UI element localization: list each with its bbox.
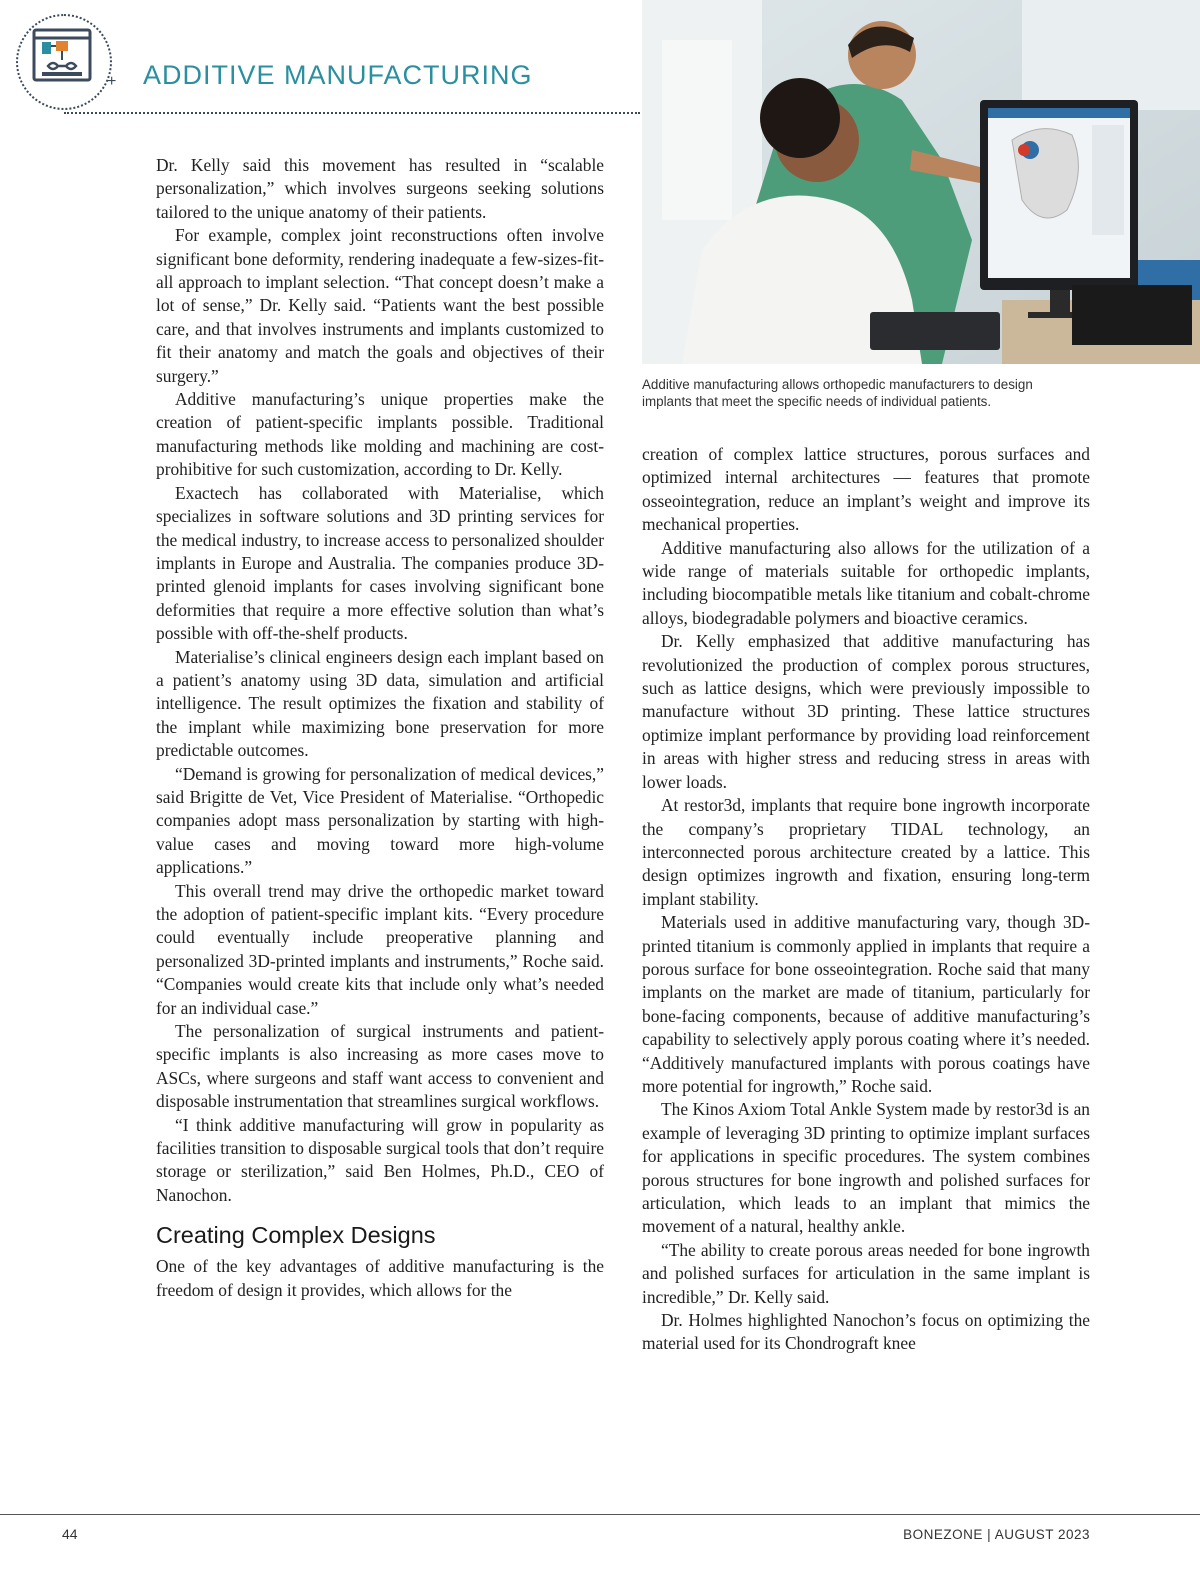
paragraph: The personalization of surgical instruments and patient-specific implants is also increasing as more cases move to ASCs, where surgeons and staff want access to convenient and disposable instrumentation that streamlines surgical workflows. — [156, 1021, 604, 1112]
paragraph: Dr. Kelly emphasized that additive manufacturing has revolutionized the production of complex porous structures, such as lattice designs, which were previously impossible to manufacture without 3D printing. These lattice structures optimize implant performance by providing load reinforcement in areas with higher stress and reducing stress in areas with lower loads. — [642, 631, 1090, 792]
plus-mark: + — [107, 73, 117, 90]
paragraph: “I think additive manufacturing will grow in popularity as facilities transition to disposable surgical tools that don’t require storage or sterilization,” said Ben Holmes, Ph.D., CEO of Nanochon. — [156, 1114, 604, 1205]
paragraph: Dr. Kelly said this movement has resulted in “scalable personalization,” which involves surgeons seeking solutions tailored to the unique anatomy of their patients. — [156, 155, 604, 222]
photo-caption: Additive manufacturing allows orthopedic manufacturers to design implants that meet the specific needs of individual patients. — [642, 377, 1033, 409]
paragraph: For example, complex joint reconstructions often involve significant bone deformity, rendering inadequate a few-sizes-fit-all approach to implant selection. “That concept doesn’t make a lot of sense,” Dr. Kelly said. “Patients want the best possible care, and that involves instruments and implants customized to fit their anatomy and match the goals and objectives of their surgery.” — [156, 225, 604, 386]
article-column-right — [642, 443, 1090, 1356]
paragraph: One of the key advantages of additive manufacturing is the freedom of design it provides, which allows for the — [156, 1256, 604, 1300]
paragraph: Additive manufacturing also allows for the utilization of a wide range of materials suitable for orthopedic implants, including biocompatible metals like titanium and cobalt-chrome alloys, biodegradable polymers and bioactive ceramics. — [642, 537, 1090, 628]
publication-info: BONEZONE | AUGUST 2023 — [903, 1527, 1090, 1542]
article-photo — [642, 0, 1200, 364]
paragraph: Materials used in additive manufacturing vary, though 3D-printed titanium is commonly applied in implants that require a porous surface for bone osseointegration. Roche said that many implants on the market are made of titanium, particularly for bone-facing components, because of additive manufacturing’s capability to selectively apply porous coating where it’s needed. “Additively manufactured implants with porous coatings have more potential for ingrowth,” Roche said. — [642, 912, 1090, 1096]
section-title: ADDITIVE MANUFACTURING — [143, 60, 533, 90]
paragraph: The Kinos Axiom Total Ankle System made by restor3d is an example of leveraging 3D printing to optimize implant surfaces for applications in specific procedures. The system combines porous structures for bone ingrowth and polished surfaces for articulation, which leads to an implant that mimics the movement of a natural, healthy ankle. — [642, 1099, 1090, 1237]
paragraph: Materialise’s clinical engineers design each implant based on a patient’s anatomy using 3D data, simulation and artificial intelligence. The result optimizes the fixation and stability of the implant while maximizing bone preservation for more predictable outcomes. — [156, 646, 604, 761]
page-number: 44 — [62, 1526, 78, 1542]
section-icon-badge — [16, 14, 112, 110]
subheading: Creating Complex Designs — [156, 1222, 436, 1249]
paragraph: creation of complex lattice structures, porous surfaces and optimized internal architectures — features that promote osseointegration, reduce an implant’s weight and improve its mechanical properties. — [642, 444, 1090, 535]
paragraph: At restor3d, implants that require bone ingrowth incorporate the company’s proprietary TIDAL technology, an interconnected porous architecture created by a lattice. This design optimizes ingrowth and fixation, ensuring long-term implant stability. — [642, 795, 1090, 909]
paragraph: “The ability to create porous areas needed for bone ingrowth and polished surfaces for articulation in the same implant is incredible,” Dr. Kelly said. — [642, 1239, 1090, 1307]
3d-printer-icon — [32, 26, 96, 90]
paragraph: This overall trend may drive the orthopedic market toward the adoption of patient-specific implant kits. “Every procedure could eventually include preoperative planning and personalized 3D-printed implants and instruments,” Roche said. “Companies would create kits that include only what’s needed for an individual case.” — [156, 880, 604, 1018]
paragraph: Additive manufacturing’s unique properties make the creation of patient-specific implants possible. Traditional manufacturing methods like molding and machining are cost-prohibitive for such customization, according to Dr. Kelly. — [156, 389, 604, 480]
header-divider — [64, 112, 640, 114]
article-column-left — [156, 154, 604, 1302]
paragraph: “Demand is growing for personalization of medical devices,” said Brigitte de Vet, Vice President of Materialise. “Orthopedic companies adopt mass personalization by starting with high-value cases and moving toward more high-volume applications.” — [156, 763, 604, 878]
footer-divider — [0, 1514, 1200, 1515]
section-header — [0, 0, 640, 115]
paragraph: Exactech has collaborated with Materialise, which specializes in software solutions and 3D printing services for the medical industry, to increase access to personalized shoulder implants in Europe and Australia. The companies produce 3D-printed glenoid implants for cases involving significant bone deformities that require a more effective solution than what’s possible with off-the-shelf products. — [156, 482, 604, 644]
paragraph: Dr. Holmes highlighted Nanochon’s focus on optimizing the material used for its Chondrograft knee — [642, 1310, 1090, 1354]
